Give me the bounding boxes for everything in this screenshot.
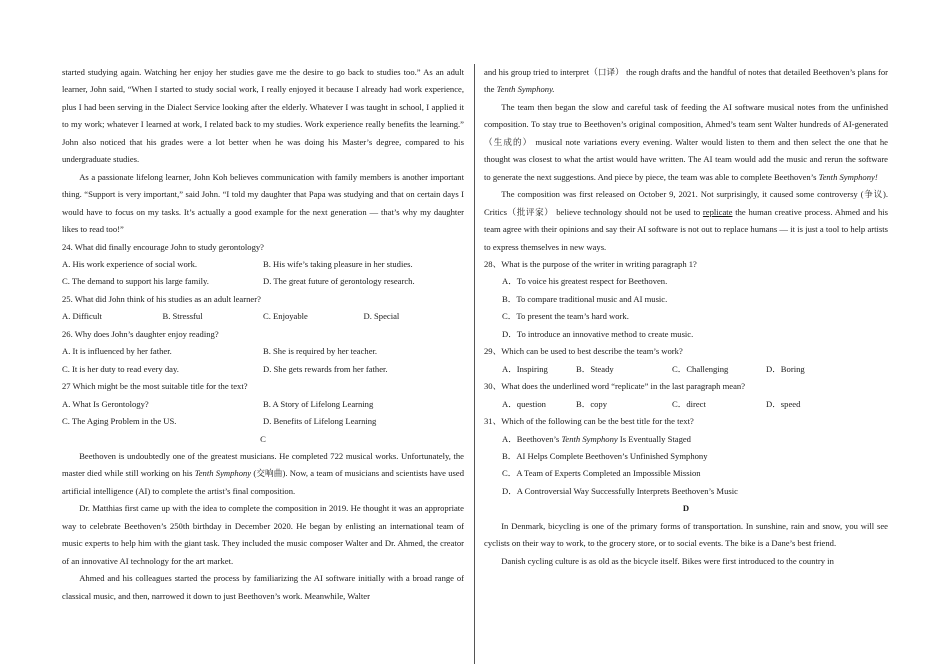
- option-a: A．To voice his greatest respect for Beethoven.: [502, 276, 668, 287]
- passage-d-paragraph: Danish cycling culture is as old as the bicycle itself. Bikes were first introduced to the country in: [501, 555, 834, 566]
- option-b: B．Steady: [576, 363, 614, 374]
- italic-title: Tenth Symphony: [561, 433, 618, 444]
- option-b: B. She is required by her teacher.: [263, 346, 378, 357]
- question-26: 26. Why does John’s daughter enjoy reading?: [62, 328, 219, 339]
- passage-d-paragraph: In Denmark, bicycling is one of the primary forms of transportation. In sunshine, rain and snow, you will see cyclists on their way to work, to the grocery store, or to social events. The bike is a Dane’s best friend.: [484, 520, 888, 549]
- passage-c-paragraph: [484, 186, 888, 256]
- question-25: 25. What did John think of his studies as an adult learner?: [62, 293, 261, 304]
- question-26-options: [62, 361, 464, 378]
- question-28: 28、What is the purpose of the writer in writing paragraph 1?: [484, 258, 697, 269]
- question-27-options: [62, 396, 464, 413]
- italic-title: Tenth Symphony.: [496, 84, 555, 95]
- left-column: [62, 64, 464, 605]
- question-27-options: [62, 413, 464, 430]
- text-run: and his group tried to interpret（口译） the rough drafts and the handful of notes that detailed Beethoven’s plans for the: [484, 67, 888, 95]
- option-c: C. It is her duty to read every day.: [62, 363, 179, 374]
- option-d: D. She gets rewards from her father.: [263, 363, 388, 374]
- option-a: A．question: [502, 398, 546, 409]
- option-c: C. The demand to support his large family.: [62, 276, 209, 287]
- option-a: A. Difficult: [62, 311, 102, 322]
- question-30-options: [484, 396, 888, 413]
- option-c: C．To present the team’s hard work.: [502, 311, 629, 322]
- text-run: A．Beethoven’s: [502, 433, 562, 444]
- option-a: A. His work experience of social work.: [62, 258, 198, 269]
- option-c: C. The Aging Problem in the US.: [62, 416, 177, 427]
- passage-c-paragraph: [484, 99, 888, 186]
- passage-b-paragraph: started studying again. Watching her enjoy her studies gave me the desire to go back to studies too.” As an adult learner, John said, “When I started to study social work, I really enjoyed it because I already had work experience, plus I had been serving in the Dialect Service looking after the elderly. Whatever I was taught in school, I applied it to my work; whatever I learned at work, I related back to my studies. Work experience really benefits the learning.” John also noticed that his grades were a lot better when he was doing his Master’s degree, compared to his undergraduate studies.: [62, 67, 464, 165]
- text-run: (交响曲). Now, a team of musicians and scientists have used artificial intelligence (AI) to complete the artist’s final composition.: [62, 468, 464, 496]
- question-29-options: [484, 361, 888, 378]
- question-24-options: [62, 256, 464, 273]
- option-b: B．To compare traditional music and AI music.: [502, 293, 668, 304]
- option-a: A. What Is Gerontology?: [62, 398, 149, 409]
- option-d: D．Boring: [766, 363, 805, 374]
- option-b: B．AI Helps Complete Beethoven’s Unfinished Symphony: [502, 450, 708, 461]
- option-d: D. Special: [363, 311, 400, 322]
- option-c: C．A Team of Experts Completed an Impossible Mission: [502, 468, 701, 479]
- text-run: The team then began the slow and careful task of feeding the AI software musical notes from the unfinished composition. To stay true to Beethoven’s original composition, Ahmed’s team sent Walter hundreds of AI-generated（生成的） musical note variations every evening. Walter would listen to them and then select the one that he thought was closest to what the artist would have written. The AI team would add the music and rerun the software to generate the next suggestions. And piece by piece, the team was able to complete Beethoven’s: [484, 101, 888, 182]
- question-25-options: [62, 308, 464, 325]
- text-run: Beethoven is undoubtedly one of the greatest musicians. He completed 722 musical works. Unfortunately, the master died while still working on his: [62, 450, 464, 479]
- question-27: 27 Which might be the most suitable title for the text?: [62, 381, 248, 392]
- underlined-word: replicate: [702, 206, 733, 217]
- question-29: 29、Which can be used to best describe the team’s work?: [484, 346, 683, 357]
- option-b: B. Stressful: [162, 311, 203, 322]
- passage-b-paragraph: As a passionate lifelong learner, John Koh believes communication with family members is another important thing. “Support is very important,” said John. “I told my daughter that Papa was studying and that on certain days I would have to focus on my tasks. It’s actually a good example for the next generation — that’s why my daughter likes to read too!”: [62, 171, 464, 235]
- option-a: A. It is influenced by her father.: [62, 346, 172, 357]
- option-a: A．Inspiring: [502, 363, 548, 374]
- text-run: The composition was first released on October 9, 2021. Not surprisingly, it caused some controversy (争议). Critics（批评家） believe technology should not be used to: [484, 189, 888, 217]
- option-b: B. A Story of Lifelong Learning: [263, 398, 374, 409]
- italic-title: Tenth Symphony!: [818, 171, 878, 182]
- option-d: D．A Controversial Way Successfully Interprets Beethoven’s Music: [502, 485, 738, 496]
- option-a: [484, 431, 888, 448]
- question-30: 30、What does the underlined word “replicate” in the last paragraph mean?: [484, 381, 746, 392]
- option-d: D. The great future of gerontology research.: [263, 276, 415, 287]
- text-run: the human creative process. Ahmed and his team agree with their opinions and say their AI software is not out to replace humans — it is just a tool to help artists to express themselves in new ways.: [484, 206, 888, 252]
- section-heading-d: D: [682, 503, 690, 514]
- option-d: D．speed: [766, 398, 801, 409]
- passage-c-paragraph: [484, 64, 888, 99]
- question-24: 24. What did finally encourage John to study gerontology?: [62, 241, 264, 252]
- option-d: D．To introduce an innovative method to create music.: [502, 328, 694, 339]
- question-31: 31、Which of the following can be the best title for the text?: [484, 416, 694, 427]
- question-24-options: [62, 273, 464, 290]
- option-b: B．copy: [576, 398, 608, 409]
- passage-c-paragraph: [62, 448, 464, 500]
- option-d: D. Benefits of Lifelong Learning: [263, 416, 377, 427]
- passage-c-paragraph: Ahmed and his colleagues started the process by familiarizing the AI software initially with a broad range of classical music, and then, narrowed it down to just Beethoven’s work. Meanwhile, Walter: [62, 573, 464, 601]
- section-heading-c: C: [260, 433, 266, 444]
- italic-title: Tenth Symphony: [194, 468, 252, 479]
- text-run: Is Eventually Staged: [617, 433, 691, 444]
- right-column: [484, 64, 888, 570]
- option-c: C. Enjoyable: [263, 311, 308, 322]
- option-c: C．Challenging: [672, 363, 729, 374]
- option-b: B. His wife’s taking pleasure in her studies.: [263, 258, 413, 269]
- column-divider: [474, 64, 475, 664]
- option-c: C．direct: [672, 398, 706, 409]
- passage-c-paragraph: Dr. Matthias first came up with the idea to complete the composition in 2019. He thought it was an appropriate way to celebrate Beethoven’s 250th birthday in December 2020. He began by enlisting an international team of music experts to help him with the giant task. They included the music composer Walter and Dr. Ahmed, the creator of an innovative AI technology for the art market.: [62, 503, 464, 566]
- question-26-options: [62, 343, 464, 360]
